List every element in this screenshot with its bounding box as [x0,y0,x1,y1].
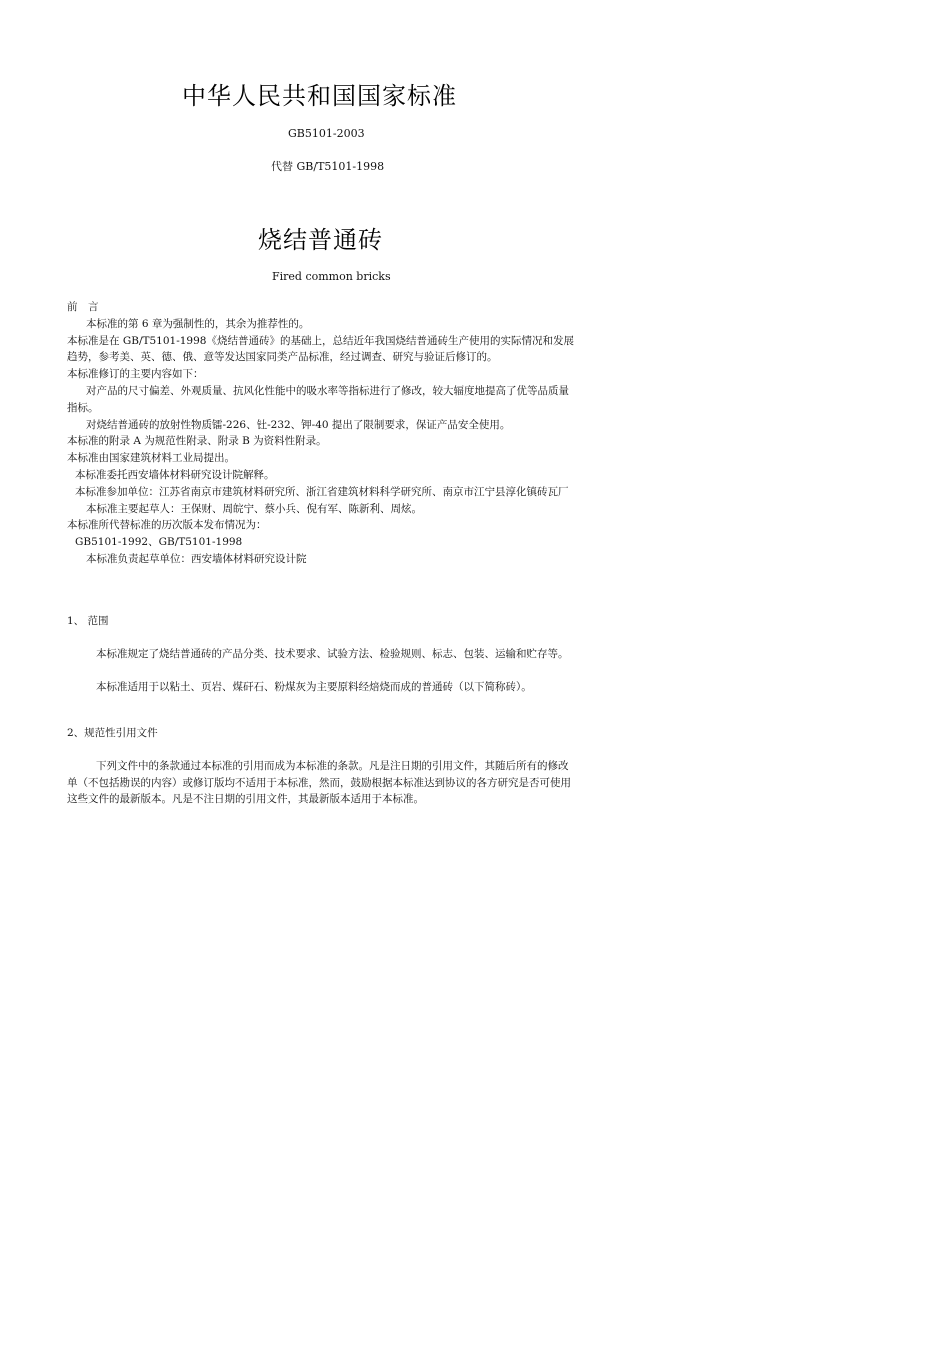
section-paragraph: 本标准适用于以粘土、页岩、煤矸石、粉煤灰为主要原料经焙烧而成的普通砖（以下简称砖）。 [96,680,532,693]
foreword-line: GB5101-1992、GB/T5101-1998 [75,536,243,549]
foreword-line: 本标准参加单位：江苏省南京市建筑材料研究所、浙江省建筑材料科学研究所、南京市江宁县淳化镇砖瓦厂 [75,485,569,498]
section-paragraph: 本标准规定了烧结普通砖的产品分类、技术要求、试验方法、检验规则、标志、包装、运输和贮存等。 [96,647,569,660]
replaces-code: 代替 GB/T5101-1998 [271,160,385,173]
foreword-line: 本标准的第 6 章为强制性的，其余为推荐性的。 [86,317,310,330]
foreword [67,299,577,568]
section-normative-references [67,725,577,808]
document-title-english: Fired common bricks [272,270,391,283]
foreword-line: 本标准是在 GB/T5101-1998《烧结普通砖》的基础上，总结近年我国烧结普通砖生产使用的实际情况和发展趋势，参考美、英、德、俄、意等发达国家同类产品标准，经过调查、研究与验证后修订的。 [67,334,574,364]
foreword-line: 本标准委托西安墙体材料研究设计院解释。 [75,468,275,481]
foreword-line: 本标准主要起草人：王保财、周皖宁、蔡小兵、倪有军、陈新利、周炫。 [86,502,422,515]
foreword-heading: 前 言 [67,301,99,313]
standard-code: GB5101-2003 [288,127,365,140]
foreword-line: 本标准的附录 A 为规范性附录、附录 B 为资料性附录。 [67,435,327,448]
national-standard-title: 中华人民共和国国家标准 [182,82,457,110]
section-paragraph: 下列文件中的条款通过本标准的引用而成为本标准的条款。凡是注日期的引用文件，其随后所有的修改单（不包括勘误的内容）或修订版均不适用于本标准，然而，鼓励根据本标准达到协议的各方研究是否可使用这些文件的最新版本。凡是不注日期的引用文件，其最新版本适用于本标准。 [67,759,571,806]
section-heading: 2、规范性引用文件 [67,727,158,739]
foreword-line: 对烧结普通砖的放射性物质镭-226、钍-232、钾-40 提出了限制要求，保证产品安全使用。 [86,418,511,431]
document-title: 烧结普通砖 [258,226,383,254]
foreword-line: 本标准修订的主要内容如下： [67,368,204,381]
foreword-line: 本标准负责起草单位：西安墙体材料研究设计院 [86,552,307,565]
foreword-line: 本标准所代替标准的历次版本发布情况为： [67,519,267,532]
foreword-line: 本标准由国家建筑材料工业局提出。 [67,452,235,465]
section-heading: 1、 范围 [67,615,109,627]
foreword-line: 对产品的尺寸偏差、外观质量、抗风化性能中的吸水率等指标进行了修改，较大辐度地提高了优等品质量指标。 [67,384,569,414]
section-scope [67,613,577,695]
